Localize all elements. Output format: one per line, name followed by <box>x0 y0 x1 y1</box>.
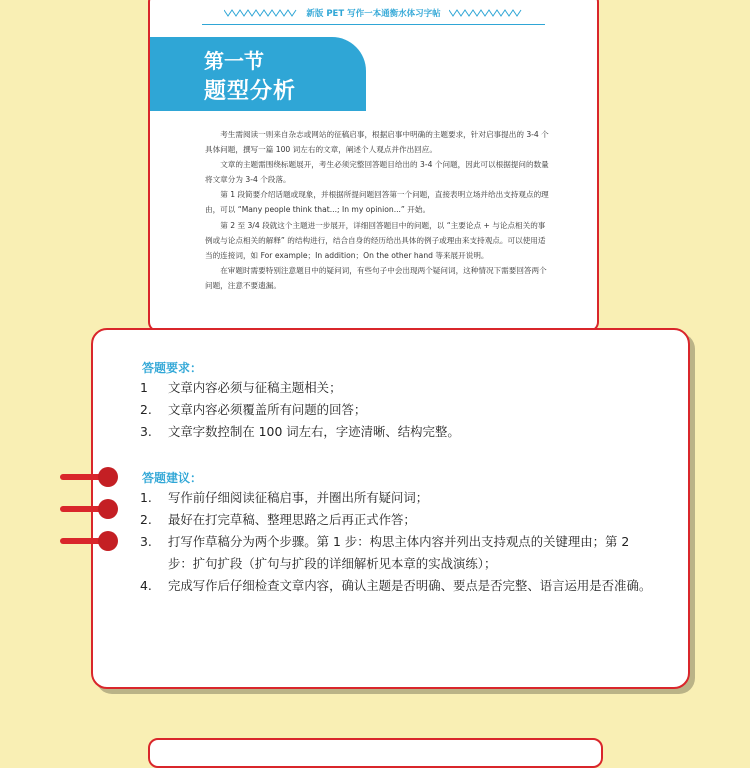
binder-ring-icon <box>60 499 114 521</box>
suggestions-list <box>140 487 655 597</box>
list-item <box>140 575 655 597</box>
item-text: 文章字数控制在 100 词左右，字迹清晰、结构完整。 <box>168 424 460 439</box>
paragraph: 文章的主题需围绕标题展开，考生必须完整回答题目给出的 3-4 个问题，因此可以根据提问的数量将文章分为 3-4 个段落。 <box>205 160 549 185</box>
header-title: 新版 PET 写作一本通衡水体习字帖 <box>306 9 441 19</box>
item-text: 最好在打完草稿、整理思路之后再正式作答； <box>168 512 416 527</box>
section-number: 第一节 <box>204 49 264 73</box>
item-number: 3. <box>140 534 152 549</box>
wave-ornament-left <box>224 9 298 17</box>
item-number: 2. <box>140 402 152 417</box>
page-header <box>150 6 597 20</box>
tips-card <box>91 328 690 689</box>
item-text: 完成写作后仔细检查文章内容，确认主题是否明确、要点是否完整、语言运用是否准确。 <box>168 578 652 593</box>
list-item <box>140 421 655 443</box>
requirements-title: 答题要求： <box>142 361 203 375</box>
body-text <box>205 127 550 293</box>
item-number: 3. <box>140 424 152 439</box>
list-item <box>140 377 655 399</box>
binder-ring-icon <box>60 467 114 489</box>
paragraph: 在审题时需要特别注意题目中的疑问词，有些句子中会出现两个疑问词，这种情况下需要回答两个问题，注意不要遗漏。 <box>205 265 547 290</box>
list-item <box>140 531 655 575</box>
next-card-edge <box>148 738 603 768</box>
list-item <box>140 509 655 531</box>
binder-ring-icon <box>60 531 114 553</box>
section-title: 题型分析 <box>204 79 297 104</box>
list-item <box>140 487 655 509</box>
paragraph: 第 1 段简要介绍话题或现象，并根据所提问题回答第一个问题，直接表明立场并给出支持观点的理由，可以 “Many people think that...; In my opinion...” 开始。 <box>205 190 549 215</box>
list-item <box>140 399 655 421</box>
book-page <box>148 0 599 332</box>
section-heading-band <box>150 37 366 111</box>
suggestions-title: 答题建议： <box>142 471 203 485</box>
item-number: 4. <box>140 578 152 593</box>
header-rule <box>202 24 545 25</box>
item-text: 文章内容必须与征稿主题相关； <box>168 380 342 395</box>
paragraph: 第 2 至 3/4 段就这个主题进一步展开，详细回答题目中的问题，以 “主要论点 + 与论点相关的事例或与论点相关的解释” 的结构进行，结合自身的经历给出具体的例子或理由来支持观点。可以使用适当的连接词，如 For example；In addition；On the other hand 等来展开说明。 <box>205 220 546 260</box>
requirements-list <box>140 377 655 443</box>
item-number: 2. <box>140 512 152 527</box>
wave-ornament-right <box>449 9 523 17</box>
item-number: 1. <box>140 490 152 505</box>
paragraph: 考生需阅读一则来自杂志或网站的征稿启事，根据启事中明确的主题要求，针对启事提出的 3-4 个具体问题，撰写一篇 100 词左右的文章，阐述个人观点并作出回应。 <box>205 130 549 155</box>
item-text: 打写作草稿分为两个步骤。第 1 步：构思主体内容并列出支持观点的关键理由；第 2 步：扩句扩段（扩句与扩段的详细解析见本章的实战演练）； <box>168 534 630 571</box>
item-number: 1 <box>140 380 148 395</box>
item-text: 文章内容必须覆盖所有问题的回答； <box>168 402 367 417</box>
item-text: 写作前仔细阅读征稿启事，并圈出所有疑问词； <box>168 490 429 505</box>
